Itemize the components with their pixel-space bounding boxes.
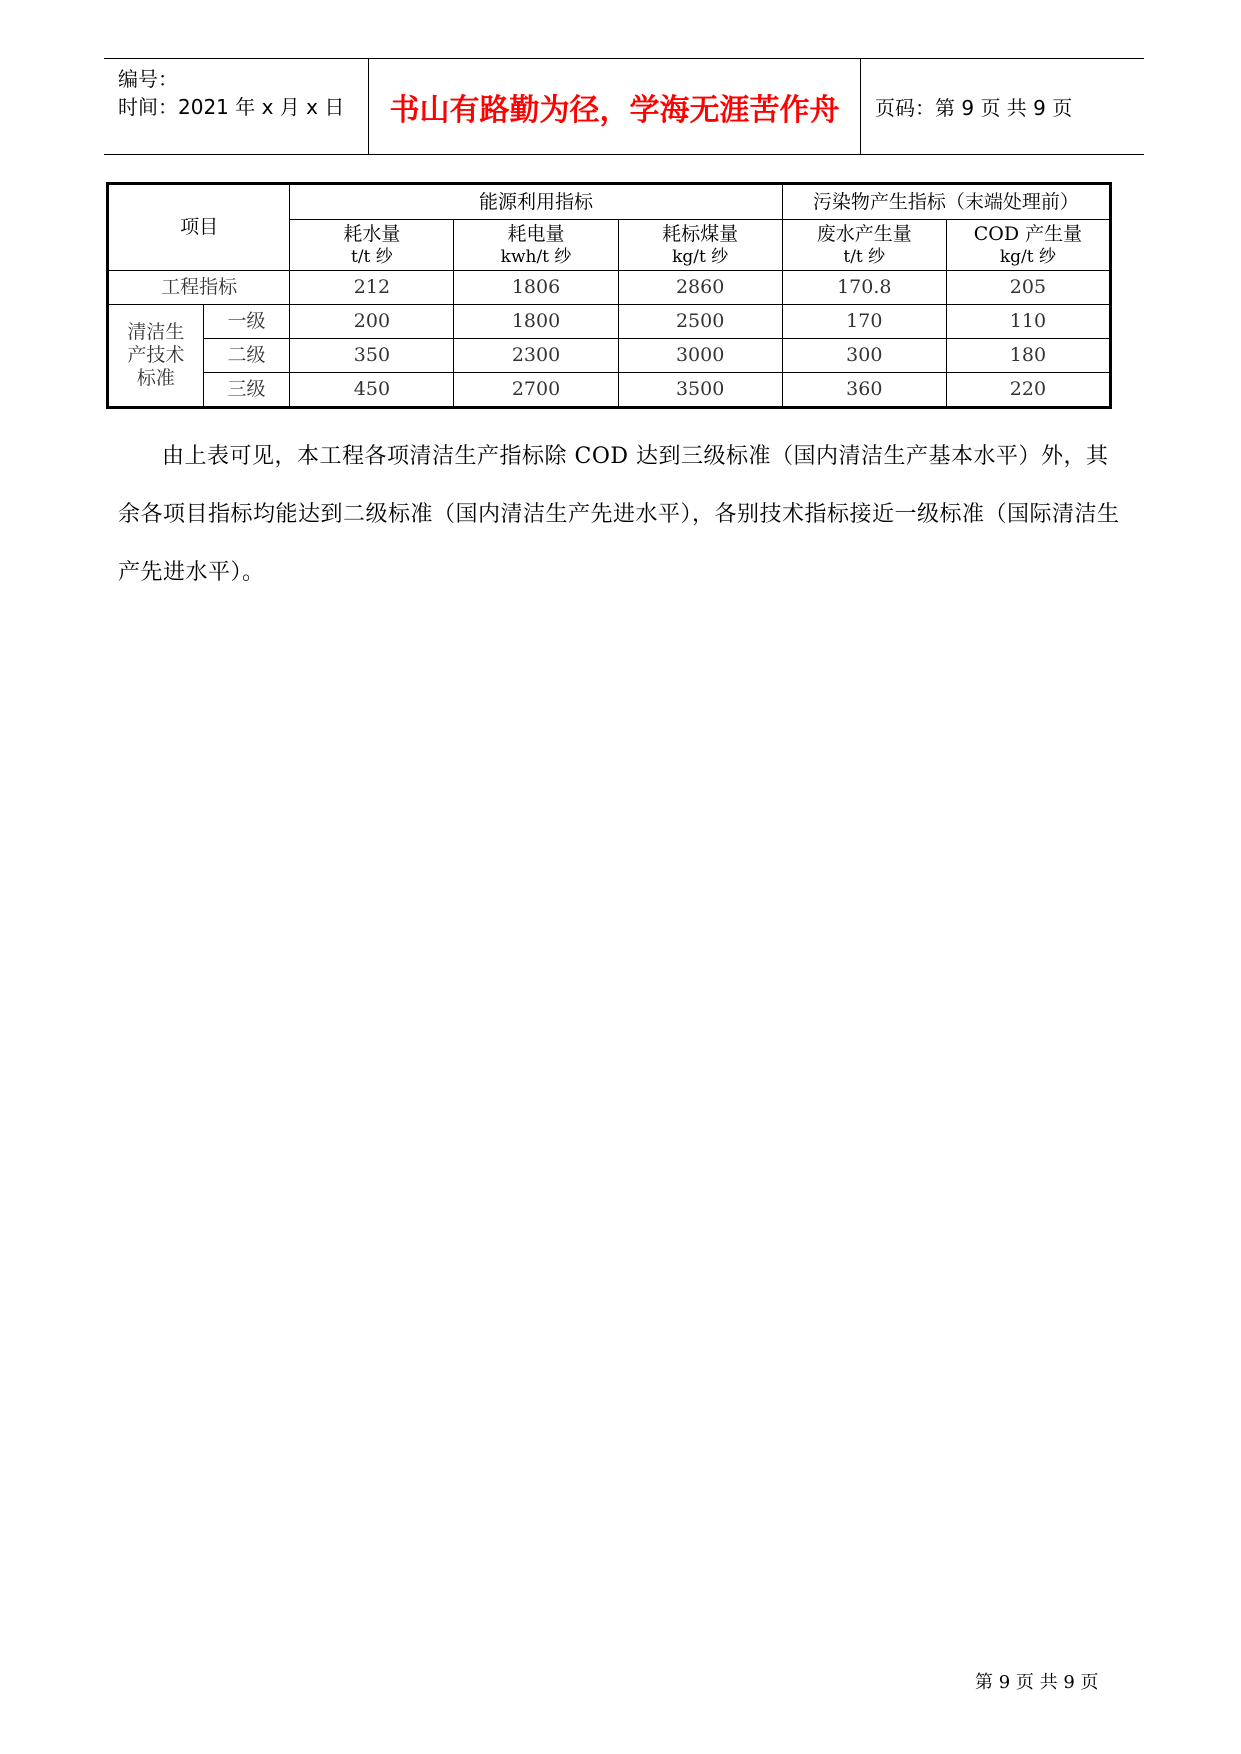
table-cell: 1800 xyxy=(454,305,618,339)
level-label: 二级 xyxy=(203,339,290,373)
header-info xyxy=(104,59,368,154)
table-cell: 3500 xyxy=(618,373,782,408)
table-cell: 2860 xyxy=(618,271,782,305)
body-paragraph: 由上表可见，本工程各项清洁生产指标除 COD 达到三级标准（国内清洁生产基本水平）外，其余各项目指标均能达到二级标准（国内清洁生产先进水平），各别技术指标接近一级标准（国际清洁生产先进水平）。 xyxy=(118,444,1120,585)
header-motto: 书山有路勤为径，学海无涯苦作舟 xyxy=(389,92,840,128)
column-name: 耗标煤量 xyxy=(662,222,739,245)
level-label: 三级 xyxy=(203,373,290,408)
column-name: 耗水量 xyxy=(343,222,401,245)
level-label: 一级 xyxy=(203,305,290,339)
table-cell: 110 xyxy=(946,305,1110,339)
table-cell: 212 xyxy=(290,271,454,305)
energy-group-header: 能源利用指标 xyxy=(290,184,782,220)
table-cell: 350 xyxy=(290,339,454,373)
table-cell: 200 xyxy=(290,305,454,339)
table-cell: 180 xyxy=(946,339,1110,373)
table-cell: 450 xyxy=(290,373,454,408)
column-unit: kwh/t 纱 xyxy=(500,246,572,267)
engineering-label: 工程指标 xyxy=(108,271,290,305)
time-label: 时间：2021 年 x 月 x 日 xyxy=(118,95,345,119)
standard-label-line: 产技术 xyxy=(127,344,185,366)
page-footer: 第 9 页 共 9 页 xyxy=(975,1672,1099,1693)
table-row xyxy=(108,339,1111,373)
table-cell: 220 xyxy=(946,373,1110,408)
column-name: 废水产生量 xyxy=(816,222,912,245)
column-header xyxy=(454,220,618,271)
column-unit: t/t 纱 xyxy=(843,246,886,267)
standard-label-line: 标准 xyxy=(136,367,175,389)
column-header xyxy=(946,220,1110,271)
standard-label xyxy=(108,305,204,408)
column-name: 耗电量 xyxy=(507,222,565,245)
column-header xyxy=(290,220,454,271)
table-cell: 170.8 xyxy=(782,271,946,305)
table-cell: 2700 xyxy=(454,373,618,408)
column-unit: kg/t 纱 xyxy=(672,246,729,267)
table-cell: 2500 xyxy=(618,305,782,339)
table-row xyxy=(108,373,1111,408)
table-row xyxy=(108,305,1111,339)
table-cell: 360 xyxy=(782,373,946,408)
page-header xyxy=(104,58,1144,155)
indicator-table xyxy=(106,182,1112,409)
item-header: 项目 xyxy=(108,184,290,271)
number-label: 编号： xyxy=(118,67,178,91)
pollution-group-header: 污染物产生指标（末端处理前） xyxy=(782,184,1110,220)
table-cell: 1806 xyxy=(454,271,618,305)
table-cell: 300 xyxy=(782,339,946,373)
table-row xyxy=(108,271,1111,305)
table-cell: 205 xyxy=(946,271,1110,305)
column-header xyxy=(618,220,782,271)
column-header xyxy=(782,220,946,271)
table-cell: 170 xyxy=(782,305,946,339)
table-cell: 3000 xyxy=(618,339,782,373)
column-unit: kg/t 纱 xyxy=(999,246,1056,267)
column-unit: t/t 纱 xyxy=(351,246,393,267)
header-page-label: 页码：第 9 页 共 9 页 xyxy=(875,96,1073,120)
table-cell: 2300 xyxy=(454,339,618,373)
standard-label-line: 清洁生 xyxy=(127,321,185,343)
column-name: COD 产生量 xyxy=(973,222,1083,245)
table-header-row xyxy=(108,184,1111,220)
